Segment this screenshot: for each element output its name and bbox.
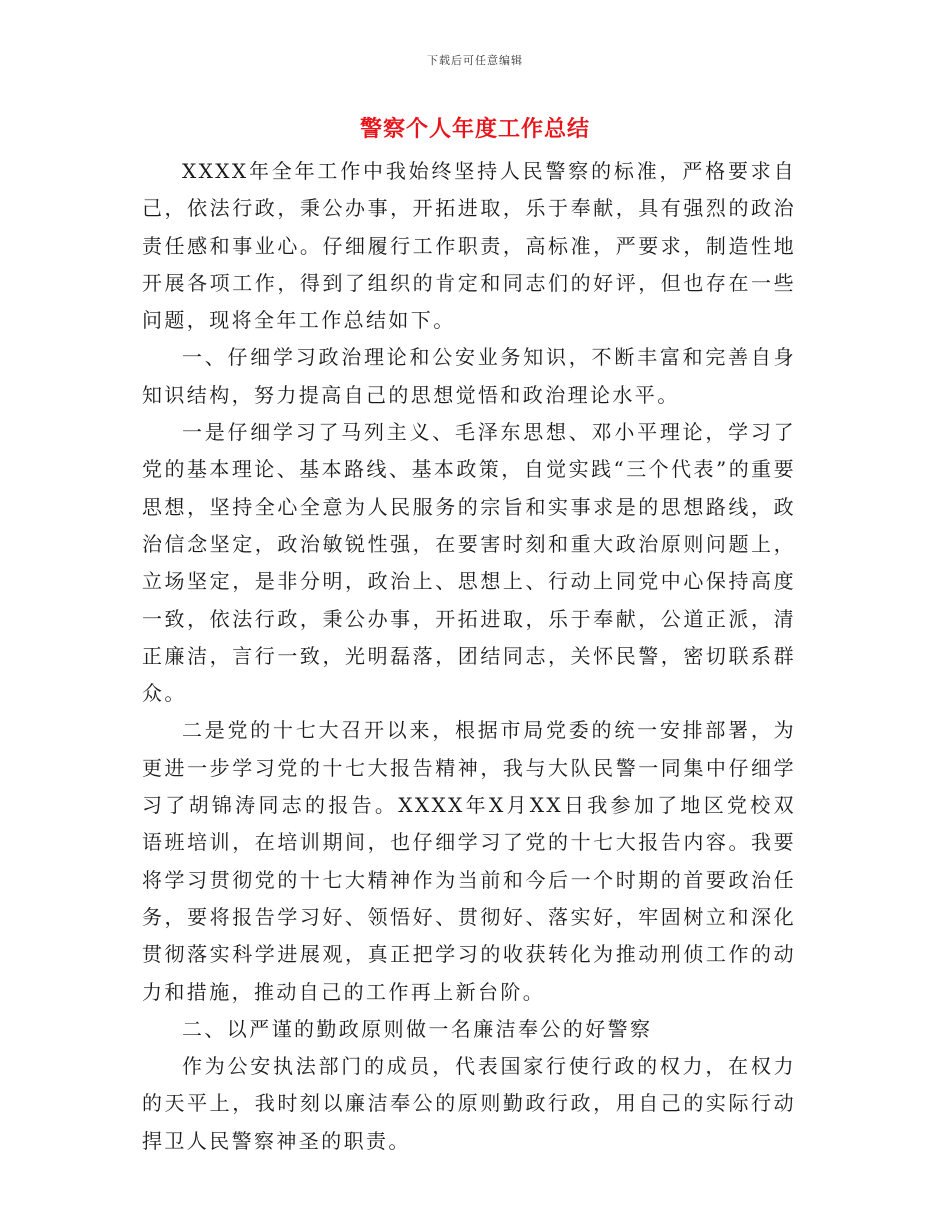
paragraph-point-1: 一是仔细学习了马列主义、毛泽东思想、邓小平理论，学习了党的基本理论、基本路线、基本政策，自觉实践“三个代表”的重要思想，坚持全心全意为人民服务的宗旨和实事求是的思想路线，政治信念坚定，政治敏锐性强，在要害时刻和重大政治原则问题上，立场坚定，是非分明，政治上、思想上、行动上同党中心保持高度一致，依法行政，秉公办事，开拓进取，乐于奉献，公道正派，清正廉洁，言行一致，光明磊落，团结同志，关怀民警，密切联系群众。 [142,420,796,706]
paragraph-intro: XXXX年全年工作中我始终坚持人民警察的标准，严格要求自己，依法行政，秉公办事，开拓进取，乐于奉献，具有强烈的政治责任感和事业心。仔细履行工作职责，高标准，严要求，制造性地开展各项工作，得到了组织的肯定和同志们的好评，但也存在一些问题，现将全年工作总结如下。 [142,159,796,333]
document-body [142,153,796,1160]
paragraph-section-2-body: 作为公安执法部门的成员，代表国家行使行政的权力，在权力的天平上，我时刻以廉洁奉公的原则勤政行政，用自己的实际行动捍卫人民警察神圣的职责。 [142,1054,796,1153]
document-title: 警察个人年度工作总结 [359,116,590,142]
header-note: 下载后可任意编辑 [427,54,523,67]
paragraph-point-2: 二是党的十七大召开以来，根据市局党委的统一安排部署，为更进一步学习党的十七大报告精神，我与大队民警一同集中仔细学习了胡锦涛同志的报告。XXXX年X月XX日我参加了地区党校双语班培训，在培训期间，也仔细学习了党的十七大报告内容。我要将学习贯彻党的十七大精神作为当前和今后一个时期的首要政治任务，要将报告学习好、领悟好、贯彻好、落实好，牢固树立和深化贯彻落实科学进展观，真正把学习的收获转化为推动刑侦工作的动力和措施，推动自己的工作再上新台阶。 [142,718,796,1004]
paragraph-section-1-heading: 一、仔细学习政治理论和公安业务知识，不断丰富和完善自身知识结构，努力提高自己的思想觉悟和政治理论水平。 [142,345,796,407]
paragraph-section-2-heading: 二、以严谨的勤政原则做一名廉洁奉公的好警察 [182,1016,653,1041]
